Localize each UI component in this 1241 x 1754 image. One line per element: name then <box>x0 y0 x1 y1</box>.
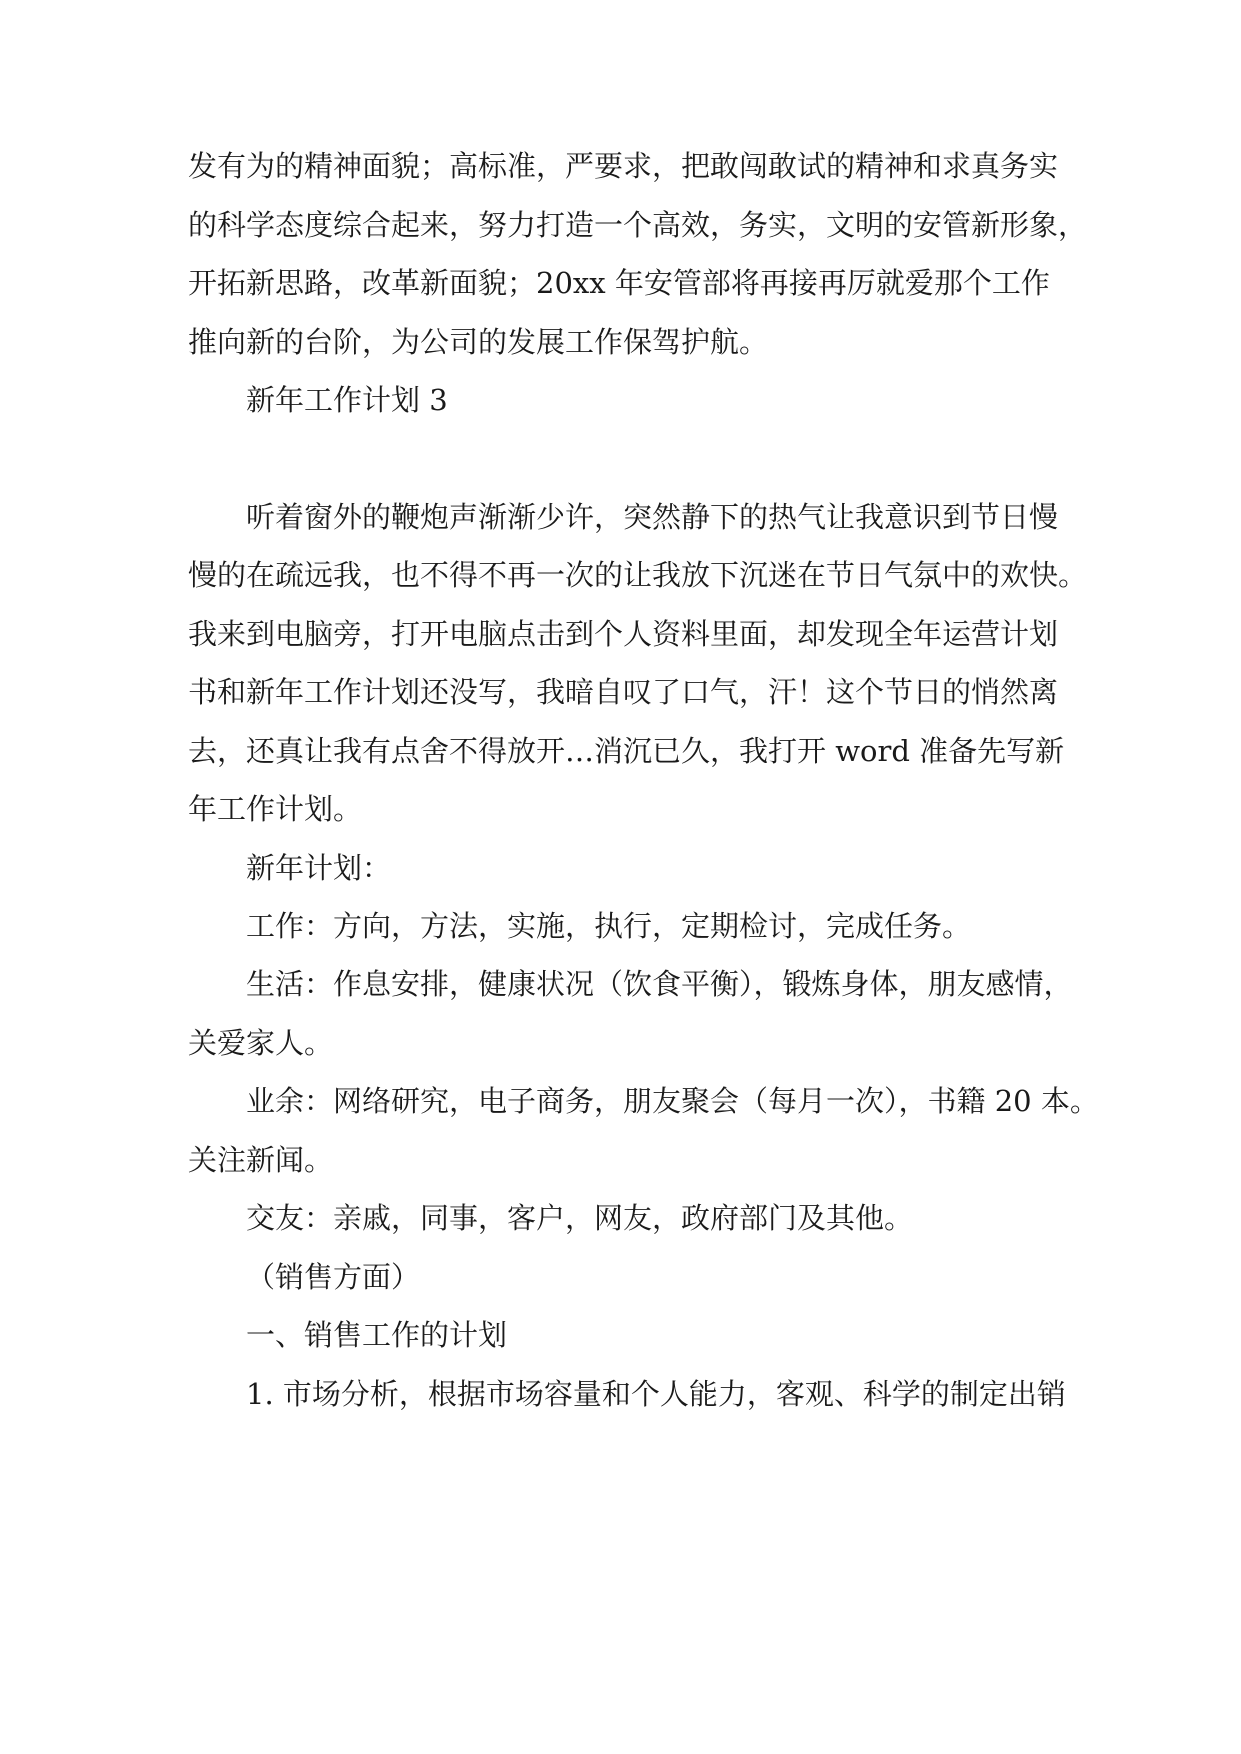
body-text-line: 年工作计划。 <box>188 792 363 826</box>
subheading-new-year-plan: 新年计划： <box>246 851 392 885</box>
body-text-line: 关注新闻。 <box>188 1143 334 1177</box>
body-text-line: 发有为的精神面貌；高标准，严要求，把敢闯敢试的精神和求真务实 <box>188 149 1059 183</box>
body-text-line: 开拓新思路，改革新面貌；20xx 年安管部将再接再厉就爱那个工作 <box>188 266 1050 300</box>
section-heading-sales-plan: 一、销售工作的计划 <box>246 1318 508 1352</box>
plan-item-life: 生活：作息安排，健康状况（饮食平衡），锻炼身体，朋友感情， <box>246 967 1073 1001</box>
body-text-line: 我来到电脑旁，打开电脑点击到个人资料里面，却发现全年运营计划 <box>188 617 1059 651</box>
plan-item-leisure: 业余：网络研究，电子商务，朋友聚会（每月一次），书籍 20 本。 <box>246 1084 1099 1118</box>
plan-item-friends: 交友：亲戚，同事，客户，网友，政府部门及其他。 <box>246 1201 914 1235</box>
body-text-line: 去，还真让我有点舍不得放开…消沉已久，我打开 word 准备先写新 <box>188 734 1065 768</box>
body-text-line: 慢的在疏远我，也不得不再一次的让我放下沉迷在节日气氛中的欢快。 <box>188 558 1088 592</box>
body-text-line: 书和新年工作计划还没写，我暗自叹了口气，汗！这个节日的悄然离 <box>188 675 1059 709</box>
section-label-sales: （销售方面） <box>246 1260 421 1294</box>
numbered-item: 1. 市场分析，根据市场容量和个人能力，客观、科学的制定出销 <box>246 1377 1066 1411</box>
body-text-line: 推向新的台阶，为公司的发展工作保驾护航。 <box>188 325 769 359</box>
paragraph-first-line: 听着窗外的鞭炮声渐渐少许，突然静下的热气让我意识到节日慢 <box>246 500 1059 534</box>
body-text-line: 关爱家人。 <box>188 1026 334 1060</box>
section-heading: 新年工作计划 3 <box>246 383 448 417</box>
plan-item-work: 工作：方向，方法，实施，执行，定期检讨，完成任务。 <box>246 909 972 943</box>
body-text-line: 的科学态度综合起来，努力打造一个高效，务实，文明的安管新形象， <box>188 208 1088 242</box>
